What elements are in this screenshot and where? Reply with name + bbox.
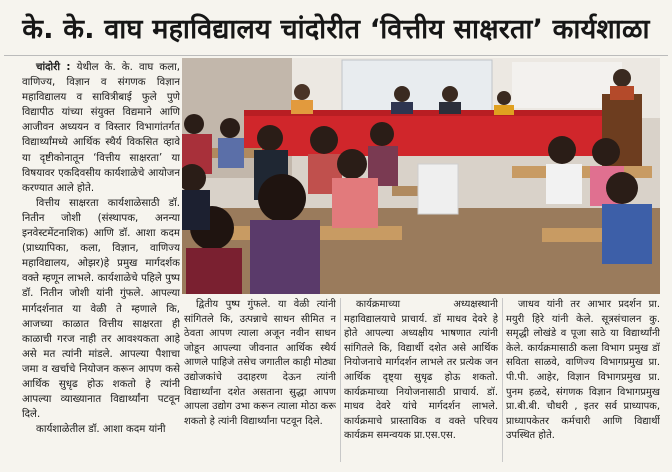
paragraph-2: वित्तीय साक्षरता कार्यशाळेसाठी डॉ. नितीन जोशी (संस्थापक, अनन्या इनवेस्टमेंटनाशिक) आणि डॉ. आशा कदम (प्राध्यापिका, कला, विज्ञान, वाणिज्य महाविद्यालय, ओझर)हे प्रमुख मार्गदर्शक वक्ते म्हणून लाभले. कार्यशाळेचे पहिले पुष्प डॉ. नितीन जोशी यांनी गुंफले. आपल्या मार्गदर्शनात या वेळी ते म्हणाले कि, आजच्या काळात वित्तीय साक्षरता ही काळाची गरज नाही तर आवश्यकता आहे असे मत त्यांनी मांडले. आपल्या पैशाचा जमा व खर्चाचे नियोजन करून आपण कसे आर्थिक सुधृढ होऊ शकतो हे त्यांनी आपल्या व्याख्यानात विद्यार्थ्यांना पटवून दिले. [22,197,180,421]
paragraph-3: कार्यशाळेतील डॉ. आशा कदम यांनी [36,424,166,436]
article-column-2 [184,298,336,464]
headline-rule [4,55,668,56]
intro-text: येथील के. के. वाघ कला, वाणिज्य, विज्ञान व संगणक विज्ञान महाविद्यालय व सावित्रीबाई फुले पुणे विद्यापीठ यांच्या संयुक्त विद्यमाने आणि आजीवन अध्ययन व विस्तार विभागांतर्गत विद्यार्थ्यांमध्ये आर्थिक स्थैर्य विकसित व्हावे या दृष्टीकोनातून ‘वित्तीय साक्षरता’ या विषयावर एकदिवसीय कार्यशाळेचे आयोजन करण्यात आले होते. [22,62,180,194]
headline: के. के. वाघ महाविद्यालय चांदोरीत ‘वित्तीय साक्षरता’ कार्यशाळा [22,13,650,45]
column-divider [340,298,341,462]
dateline: चांदोरी : [36,62,71,73]
column-divider [502,298,503,462]
article-column-3 [344,298,498,464]
article-column-1 [22,60,180,464]
column-4-text: जाधव यांनी तर आभार प्रदर्शन प्रा. मयुरी हिरे यांनी केले. सूत्रसंचालन कु. समृद्धी लोखंडे व पूजा साठे या विद्यार्थ्यांनी केले. कार्यक्रमासाठी कला विभाग प्रमुख डॉ सविता साळवे, वाणिज्य विभागप्रमुख प्रा. पी.पी. आहेर, विज्ञान विभागप्रमुख प्रा. पुनम हळदे, संगणक विज्ञान विभागप्रमुख प्रा.बी.बी. चौधरी , इतर सर्व प्राध्यापक, प्राध्यापकेतर कर्मचारी आणि विद्यार्थी उपस्थित होते. [506,299,660,442]
column-2-text: द्वितीय पुष्प गुंफले. या वेळी त्यांनी सांगितले कि, उत्पन्नाचे साधन सीमित न ठेवता आपण त्याला अजून नवीन साधन जोडून आपल्या जीवनात आर्थिक स्थैर्य आणले पाहिजे तसेच जगातील काही मोठ्या उद्योजकांचे उदाहरण देऊन त्यांनी विद्यार्थ्यांना दशेत असताना सुद्धा आपण आपला उद्योग उभा करून त्याला मोठा करू शकतो हे त्यांनी विद्यार्थ्यांना पटवून दिले. [184,299,336,427]
event-photo [182,58,660,294]
column-3-text: कार्यक्रमाच्या अध्यक्षस्थानी महाविद्यालयाचे प्राचार्य. डॉ माधव देवरे हे होते आपल्या अध्यक्षीय भाषणात त्यांनी सांगितले कि, विद्यार्थी दशेत असे आर्थिक नियोजनाचे मार्गदर्शन लाभले तर प्रत्येक जन आर्थिक दृष्ट्या सुधृढ होऊ शकतो. कार्यक्रमाच्या नियोजनासाठी प्राचार्य. डॉ. माधव देवरे यांचे मार्गदर्शन लाभले. कार्यक्रमाचे प्रास्ताविक व वक्ते परिचय कार्यक्रम समन्वयक प्रा.एस.एस. [344,299,498,442]
photo-illustration [182,58,660,294]
article-column-4 [506,298,660,464]
intro-paragraph [22,60,180,196]
